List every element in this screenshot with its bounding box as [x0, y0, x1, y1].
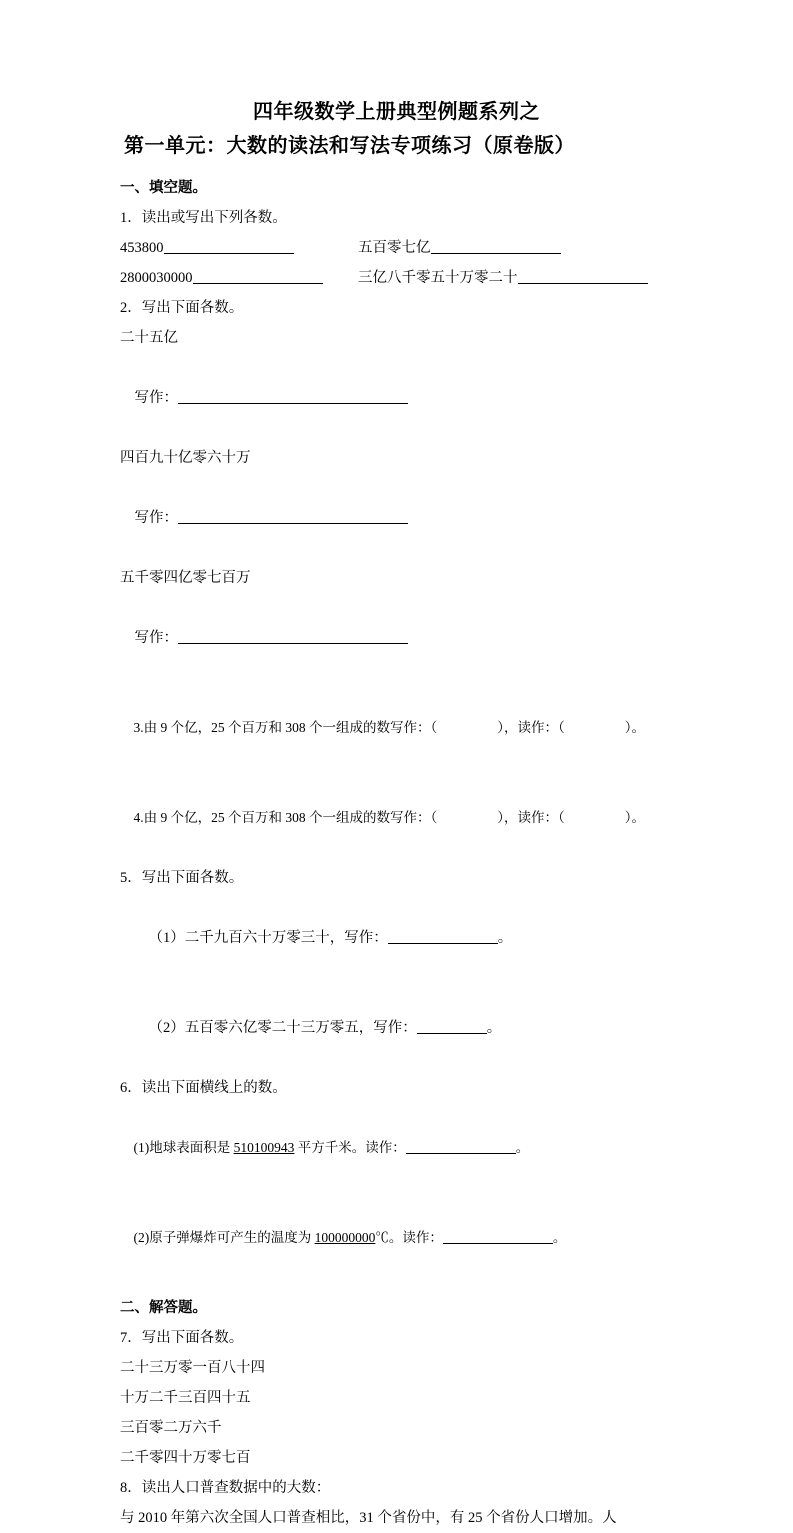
write-label: 写作：: [134, 510, 178, 526]
question-1-row-2: [120, 263, 673, 293]
question-6-sub-1: [120, 1103, 673, 1193]
question-7-item-3: 三百零二万六千: [120, 1420, 222, 1436]
question-7-stem: 7．写出下面各数。: [120, 1330, 244, 1346]
question-1-item-b1: [358, 233, 673, 263]
question-5-sub-2-text: （2）五百零六亿零二十三万零五，写作：: [148, 1020, 417, 1036]
question-6-sub-2-mid: ℃。读作：: [375, 1230, 443, 1245]
question-2-item-3: 五千零四亿零七百万: [120, 570, 251, 586]
question-6-underlined-number-1: 510100943: [233, 1140, 295, 1155]
question-6-sub-2: [120, 1193, 673, 1283]
question-3-end: ）。: [624, 720, 645, 735]
question-8-body: 与 2010 年第六次全国人口普查相比，31 个省份中，有 25 个省份人口增加。人: [120, 1510, 617, 1526]
answer-blank[interactable]: [388, 943, 498, 944]
question-6-sub-2-pre: (2)原子弹爆炸可产生的温度为: [133, 1230, 315, 1245]
question-5-sub-2: [120, 983, 673, 1073]
question-1-text-507yi: 五百零七亿: [358, 240, 431, 256]
question-1-number-2800030000: 2800030000: [120, 270, 193, 286]
question-5-sub-1: [120, 893, 673, 983]
question-5-sub-2-end: 。: [486, 1020, 502, 1036]
question-1-text-3yi8qian: 三亿八千零五十万零二十: [358, 270, 518, 286]
answer-blank[interactable]: [406, 1153, 516, 1154]
question-1-item-a2: [120, 263, 358, 293]
question-1-item-a1: [120, 233, 358, 263]
answer-blank[interactable]: [518, 283, 648, 284]
question-6-underlined-number-2: 100000000: [314, 1230, 376, 1245]
answer-blank[interactable]: [178, 403, 408, 404]
question-2-write-1: [120, 353, 673, 443]
question-1-number-453800: 453800: [120, 240, 164, 256]
question-2-write-2: [120, 473, 673, 563]
question-6-sub-1-post: 。: [515, 1140, 530, 1155]
question-1-stem: 1．读出或写出下列各数。: [120, 210, 287, 226]
question-3-mid: ），读作：（: [497, 720, 565, 735]
question-6-sub-2-post: 。: [552, 1230, 567, 1245]
answer-blank[interactable]: [164, 253, 294, 254]
question-4-end: ）。: [624, 810, 645, 825]
question-5-sub-1-text: （1）二千九百六十万零三十，写作：: [148, 930, 388, 946]
question-5-stem: 5．写出下面各数。: [120, 870, 244, 886]
question-1-item-b2: [358, 263, 673, 293]
question-7-item-1: 二十三万零一百八十四: [120, 1360, 265, 1376]
question-4-mid: ），读作：（: [497, 810, 565, 825]
question-7-item-2: 十万二千三百四十五: [120, 1390, 251, 1406]
question-7-item-4: 二千零四十万零七百: [120, 1450, 251, 1466]
page-title-line2: 第一单元：大数的读法和写法专项练习（原卷版）: [124, 135, 575, 157]
question-2-item-1: 二十五亿: [120, 330, 178, 346]
answer-blank[interactable]: [431, 253, 561, 254]
answer-blank[interactable]: [417, 1033, 487, 1034]
answer-blank[interactable]: [443, 1243, 553, 1244]
question-6-sub-1-pre: (1)地球表面积是: [133, 1140, 234, 1155]
question-5-sub-1-end: 。: [497, 930, 513, 946]
page-title-line1: 四年级数学上册典型例题系列之: [253, 101, 540, 123]
answer-blank[interactable]: [178, 523, 408, 524]
section-heading-solve-problems: 二、解答题。: [120, 1300, 207, 1316]
answer-blank[interactable]: [193, 283, 323, 284]
question-4: [120, 773, 673, 863]
question-3: [120, 683, 673, 773]
question-6-sub-1-mid: 平方千米。读作：: [294, 1140, 406, 1155]
answer-blank[interactable]: [178, 643, 408, 644]
question-2-stem: 2．写出下面各数。: [120, 300, 244, 316]
question-3-text: 3.由 9 个亿，25 个百万和 308 个一组成的数写作：（: [133, 720, 438, 735]
write-label: 写作：: [134, 390, 178, 406]
section-heading-fill-in-blanks: 一、填空题。: [120, 180, 207, 196]
question-2-write-3: [120, 593, 673, 683]
question-8-stem: 8．读出人口普查数据中的大数：: [120, 1480, 331, 1496]
write-label: 写作：: [134, 630, 178, 646]
question-1-row-1: [120, 233, 673, 263]
question-2-item-2: 四百九十亿零六十万: [120, 450, 251, 466]
question-6-stem: 6．读出下面横线上的数。: [120, 1080, 287, 1096]
question-4-text: 4.由 9 个亿，25 个百万和 308 个一组成的数写作：（: [133, 810, 438, 825]
